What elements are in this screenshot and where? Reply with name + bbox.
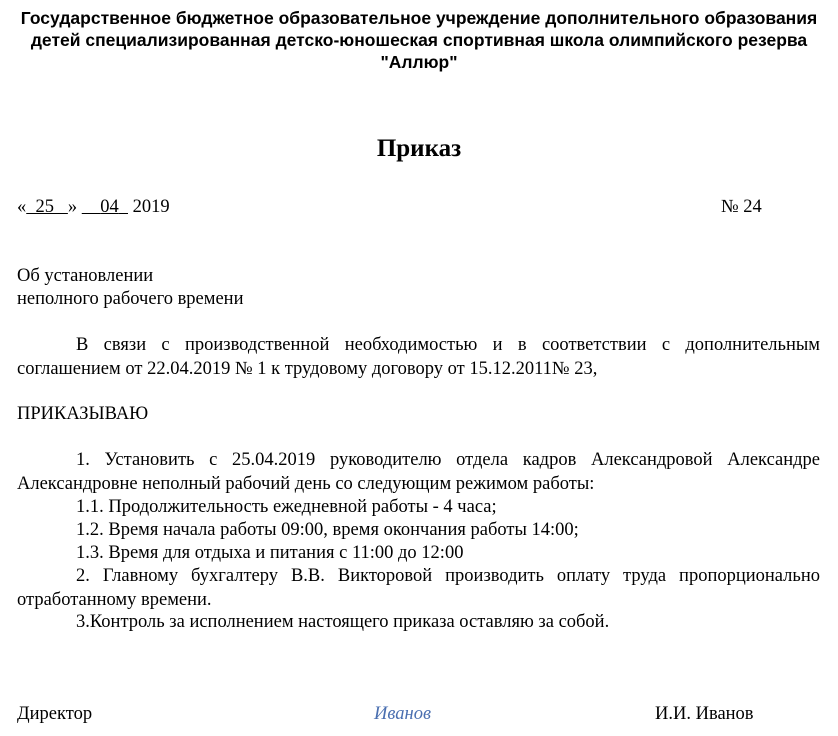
item-2: 2. Главному бухгалтеру В.В. Викторовой производить оплату труда пропорционально отработанному времени. — [17, 566, 820, 610]
organization-header — [10, 7, 828, 73]
org-line-2: детей специализированная детско-юношеская спортивная школа олимпийского резерва — [30, 30, 808, 50]
subject-line-2: неполного рабочего времени — [17, 289, 244, 309]
date-close-quote: » — [67, 197, 78, 217]
org-line-1: Государственное бюджетное образовательное учреждение дополнительного образования — [20, 8, 818, 28]
date-day: 25 — [35, 197, 54, 217]
item-1-1: 1.1. Продолжительность ежедневной работы - 4 часа; — [76, 497, 497, 517]
signer-position: Директор — [17, 704, 93, 724]
item-3: 3.Контроль за исполнением настоящего приказа оставляю за собой. — [76, 612, 610, 632]
order-number: № 24 — [721, 197, 762, 217]
item-1-2: 1.2. Время начала работы 09:00, время окончания работы 14:00; — [76, 520, 579, 540]
item-1-3: 1.3. Время для отдыха и питания с 11:00 до 12:00 — [76, 543, 464, 563]
order-date — [17, 195, 170, 219]
org-line-3: "Аллюр" — [380, 52, 458, 72]
handwritten-signature: Иванов — [374, 704, 431, 724]
date-year: 2019 — [132, 197, 170, 217]
subject-line-1: Об установлении — [17, 266, 154, 286]
document-title: Приказ — [376, 135, 462, 162]
date-month: 04 — [100, 197, 119, 217]
item-1: 1. Установить с 25.04.2019 руководителю отдела кадров Александровой Александре Александровне неполный рабочий день со следующим режимом работы: — [17, 450, 820, 494]
date-open-quote: « — [17, 197, 27, 217]
order-word: ПРИКАЗЫВАЮ — [17, 404, 149, 424]
preamble-paragraph: В связи с производственной необходимостью и в соответствии с дополнительным соглашением от 22.04.2019 № 1 к трудовому договору от 15.12.2011№ 23, — [17, 335, 820, 379]
signer-name: И.И. Иванов — [655, 704, 754, 724]
